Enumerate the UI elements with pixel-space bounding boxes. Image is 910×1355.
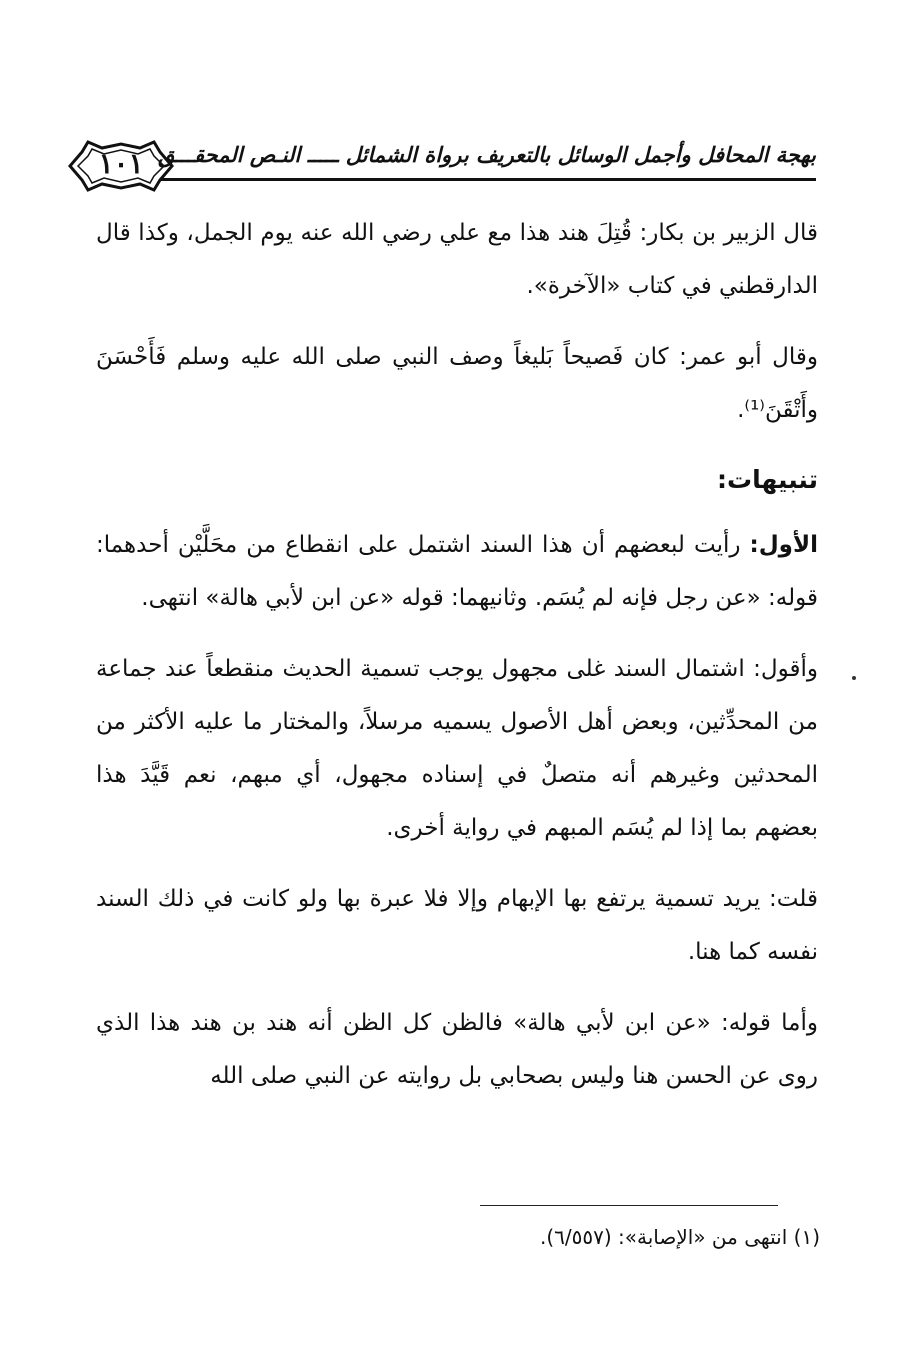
first-note-lead: الأول:	[749, 532, 818, 558]
running-header-title: بهجة المحافل وأجمل الوسائل بالتعريف برواة الشمائل ـــــ النـص المحقـــق	[158, 142, 816, 167]
header-rule	[160, 178, 816, 181]
page-number: ١٠١	[98, 147, 144, 180]
paragraph-zubayr: قال الزبير بن بكار: قُتِلَ هند هذا مع علي رضي الله عنه يوم الجمل، وكذا قال الدارقطني في كتاب «الآخرة».	[96, 220, 818, 299]
footnote-rule	[480, 1205, 778, 1206]
paragraph-qultu: قلت: يريد تسمية يرتفع بها الإبهام وإلا فلا عبرة بها ولو كانت في ذلك السند نفسه كما هنا.	[96, 886, 818, 965]
first-note-text: رأيت لبعضهم أن هذا السند اشتمل على انقطاع من محَلَّيْن أحدهما: قوله: «عن رجل فإنه لم يُسَم. وثانيهما: قوله «عن ابن لأبي هالة» انتهى.	[96, 532, 818, 611]
section-heading: تنبيهات:	[716, 465, 818, 494]
paragraph-response: وأقول: اشتمال السند غلى مجهول يوجب تسمية الحديث منقطعاً عند جماعة من المحدِّثين، وبعض أهل الأصول يسميه مرسلاً، والمختار ما عليه الأكثر من المحدثين وغيرهم أنه متصلٌ في إسناده مجهول، أي مبهم، نعم قَيَّدَ هذا بعضهم بما إذا لم يُسَم المبهم في رواية أخرى.	[96, 656, 818, 841]
footnote: (١) انتهى من «الإصابة»: (٦/٥٥٧).	[539, 1225, 820, 1249]
margin-dot	[852, 676, 856, 680]
running-header	[68, 130, 816, 200]
page-body	[96, 207, 818, 1121]
paragraph-first-note	[96, 519, 818, 625]
paragraph-abu-umar: وقال أبو عمر: كان فَصيحاً بَليغاً وصف النبي صلى الله عليه وسلم فَأَحْسَنَ وأَتْقَنَ⁽¹⁾.	[96, 344, 818, 423]
paragraph-ibn-abi-hala: وأما قوله: «عن ابن لأبي هالة» فالظن كل الظن أنه هند بن هند هذا الذي روى عن الحسن هنا وليس بصحابي بل روايته عن النبي صلى الله	[96, 1010, 818, 1089]
